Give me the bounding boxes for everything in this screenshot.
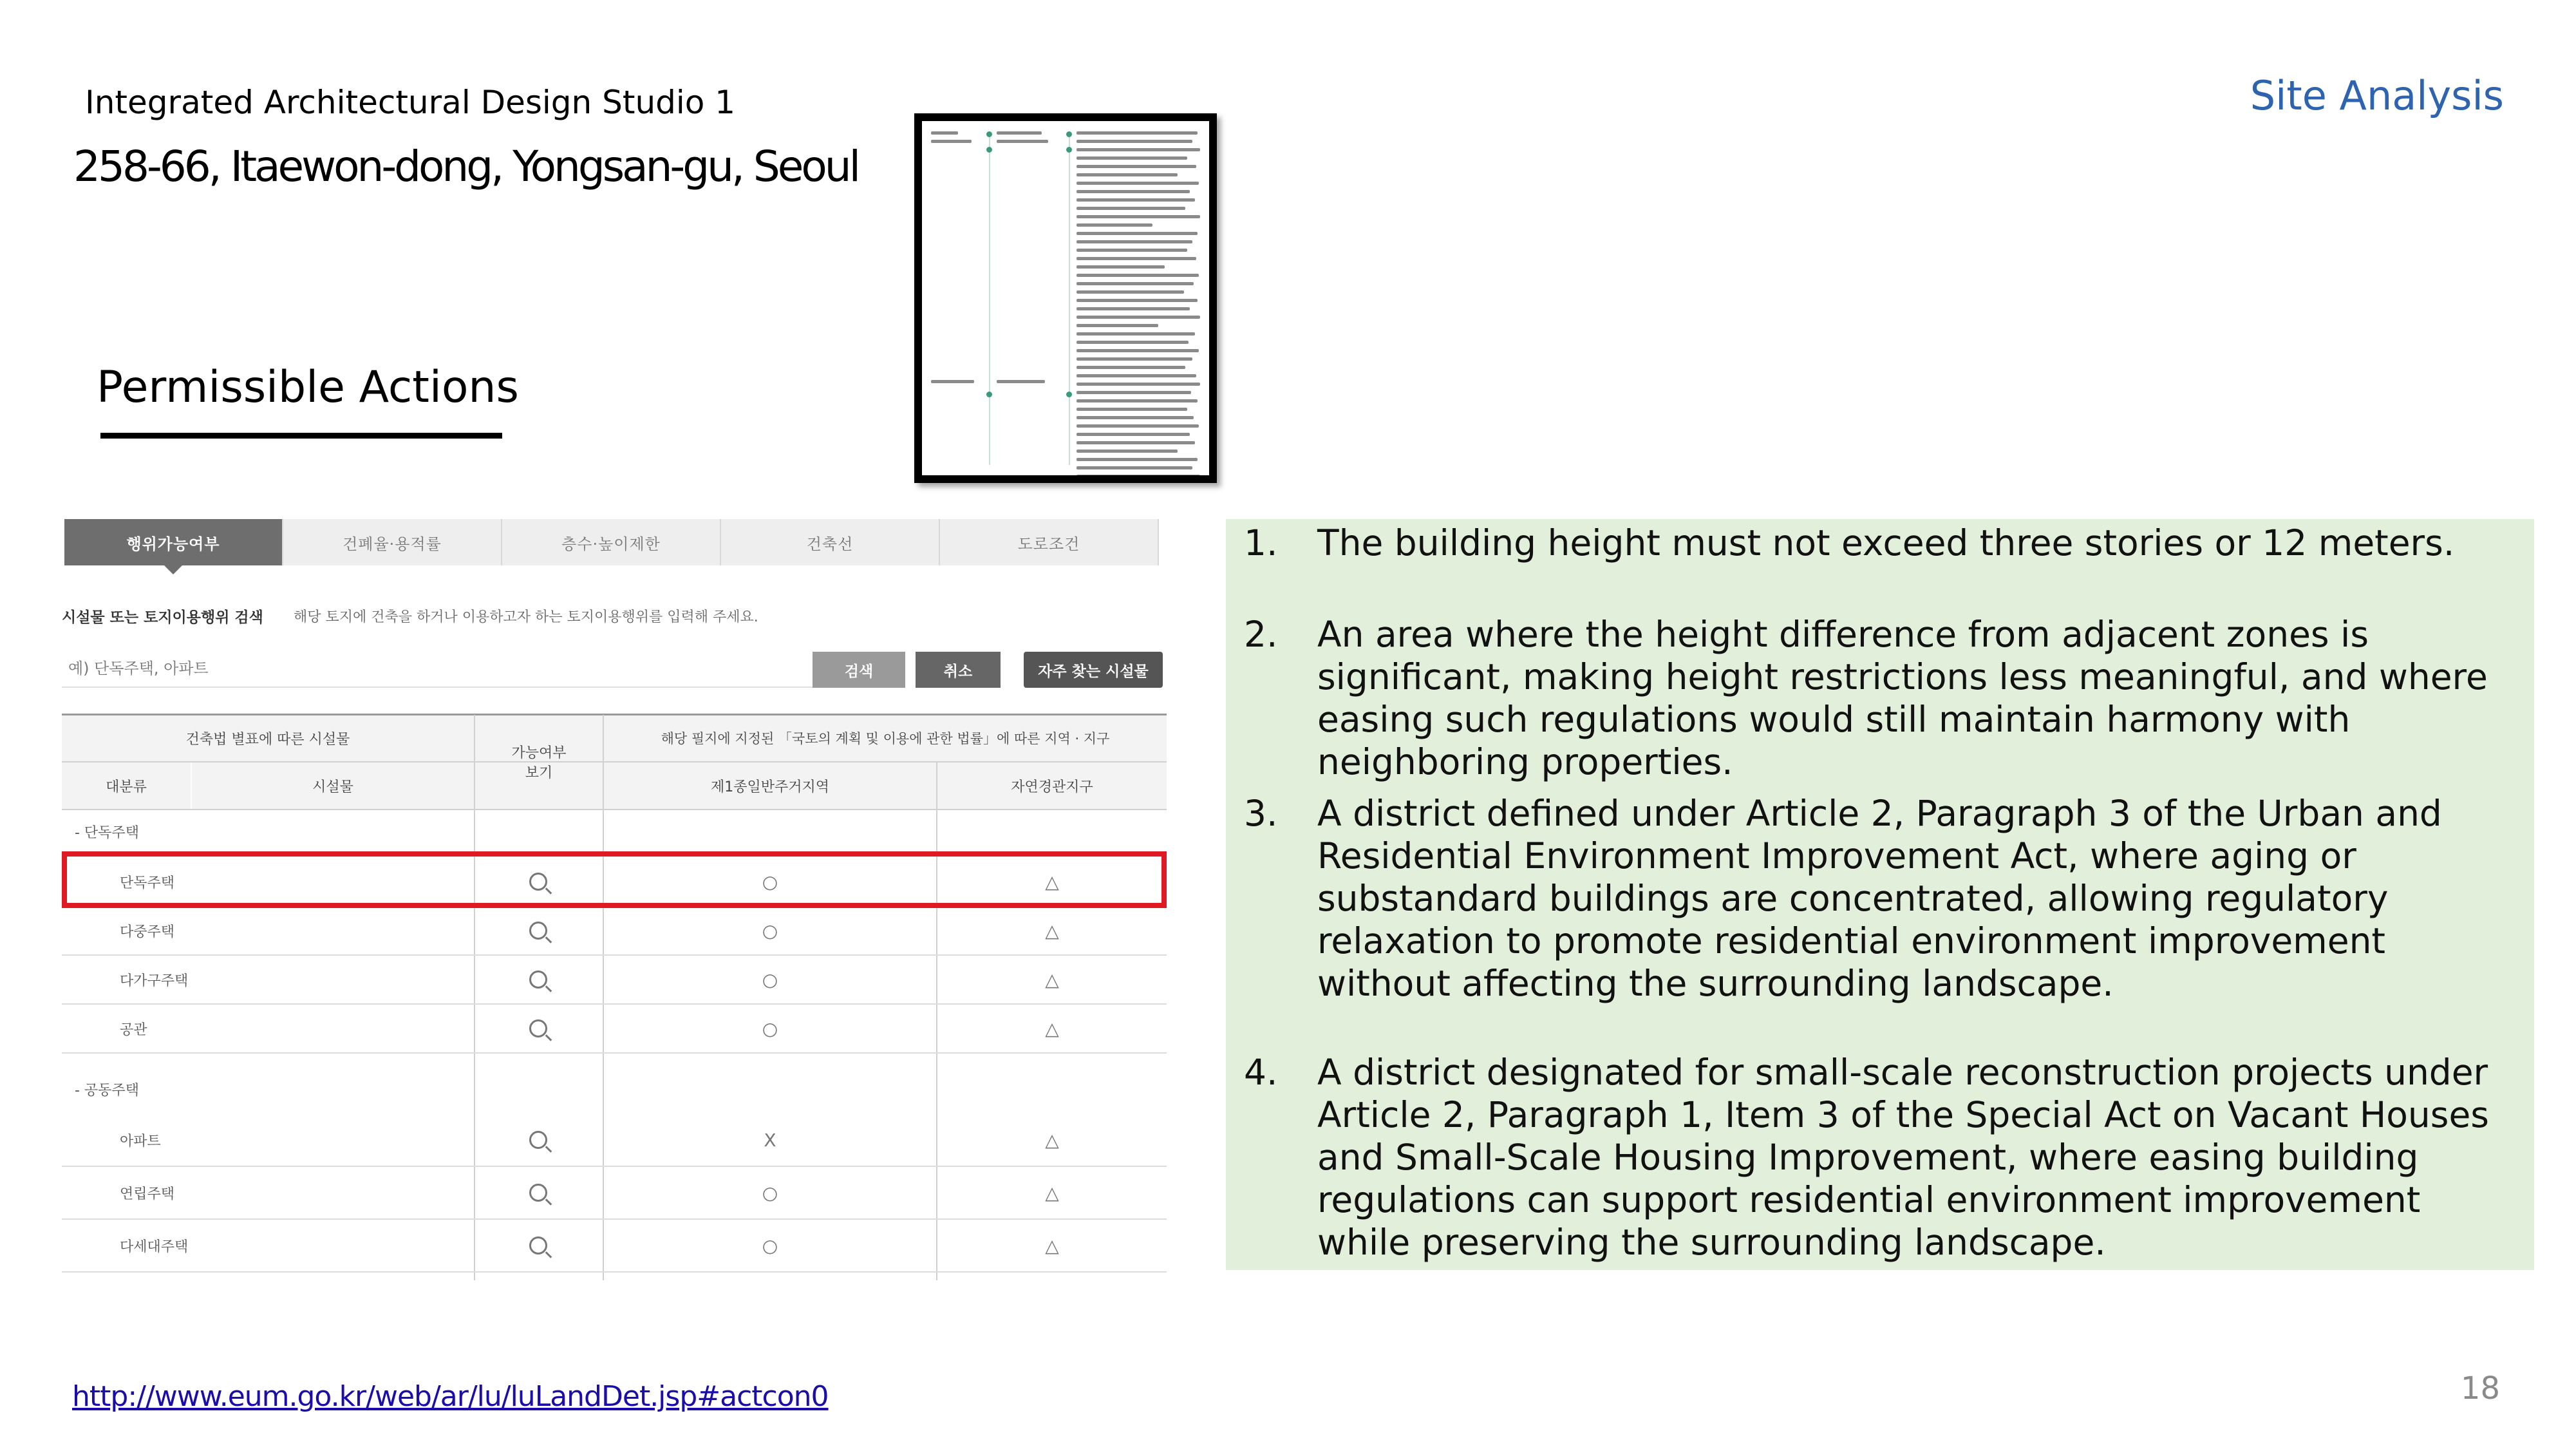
facility-name: 단독주택: [120, 875, 175, 891]
frequent-facilities-button[interactable]: 자주 찾는 시설물: [1024, 652, 1163, 688]
zone1-value: ○: [762, 1018, 778, 1039]
course-title: Integrated Architectural Design Studio 1: [85, 84, 736, 121]
tab-road-conditions[interactable]: 도로조건: [940, 519, 1159, 565]
zone2-value: △: [1045, 871, 1059, 893]
note-number: 3.: [1244, 793, 1278, 834]
regulation-notes-panel: [1226, 519, 2534, 1270]
note-text: An area where the height difference from adjacent zones is significant, making height restrictions less meaningful, and where easing such regulations would still maintain harmony with neighboring properties.: [1317, 614, 2488, 782]
search-description: 해당 토지에 건축을 하거나 이용하고자 하는 토지이용행위를 입력해 주세요.: [294, 609, 758, 625]
slide-heading: Permissible Actions: [97, 362, 519, 413]
thumb-col-left: [931, 131, 976, 465]
thumb-marker: [1066, 392, 1072, 397]
zone2-value: △: [1045, 1018, 1059, 1039]
thumb-col-text: [1076, 131, 1203, 465]
thumb-marker: [986, 147, 992, 153]
page-number: 18: [2460, 1370, 2500, 1406]
zone1-value: ○: [762, 969, 778, 990]
tab-permissible-actions[interactable]: 행위가능여부: [64, 519, 283, 565]
thumb-divider: [989, 131, 990, 465]
zone1-value: ○: [762, 871, 778, 893]
header-category: 대분류: [62, 762, 191, 809]
search-icon[interactable]: [529, 1236, 547, 1255]
zone2-value: △: [1045, 1182, 1059, 1204]
facility-name: 공관: [120, 1021, 147, 1038]
group-label-detached: - 단독주택: [75, 825, 139, 841]
thumb-divider: [1069, 131, 1070, 465]
section-title: Site Analysis: [2250, 72, 2504, 119]
source-link[interactable]: http://www.eum.go.kr/web/ar/lu/luLandDet.jsp#actcon0: [72, 1380, 829, 1413]
thumb-marker: [986, 392, 992, 397]
note-text: A district defined under Article 2, Paragraph 3 of the Urban and Residential Environment Improvement Act, where aging or substandard buildings are concentrated, allowing regulatory relaxation to promote residential environment improvement without affecting the surrounding landscape.: [1317, 793, 2442, 1004]
facility-name: 아파트: [120, 1133, 161, 1150]
group-label-multi-family: - 공동주택: [75, 1083, 139, 1099]
note-number: 2.: [1244, 614, 1278, 655]
facility-name: 다세대주택: [120, 1238, 189, 1255]
header-view: 가능여부 보기: [475, 715, 603, 809]
highlight-detached-house-row: [62, 851, 1167, 908]
view-cell[interactable]: [474, 1220, 603, 1271]
facility-search-input[interactable]: [62, 650, 813, 688]
cancel-button[interactable]: 취소: [916, 652, 1001, 688]
facility-name: 다가구주택: [120, 972, 189, 989]
header-facility: 시설물: [192, 762, 474, 809]
regulation-document-thumbnail: [914, 113, 1217, 483]
zone2-value: △: [1045, 920, 1059, 942]
heading-underline: [100, 433, 502, 439]
search-icon[interactable]: [529, 1131, 547, 1149]
search-icon[interactable]: [529, 1184, 547, 1202]
header-facility-group: 건축법 별표에 따른 시설물: [62, 715, 474, 761]
note-text: A district designated for small-scale reconstruction projects under Article 2, Paragraph 1, Item 3 of the Special Act on Vacant Houses and Small-Scale Housing Improvement, where easing building regulations can support residential environment improvement while preserving the surrounding landscape.: [1317, 1052, 2489, 1263]
zone2-value: △: [1045, 1129, 1059, 1151]
zone1-value: X: [764, 1129, 776, 1151]
header-zone-landscape: 자연경관지구: [937, 762, 1167, 809]
thumb-col-mid: [997, 131, 1061, 465]
facility-name: 다중주택: [120, 923, 175, 940]
thumb-marker: [1066, 131, 1072, 137]
note-number: 1.: [1244, 522, 1278, 564]
table-row[interactable]: [62, 1220, 1167, 1273]
tab-coverage-far[interactable]: 건폐율·용적률: [283, 519, 502, 565]
header-zone-residential: 제1종일반주거지역: [604, 762, 936, 809]
zone1-value: ○: [762, 1235, 778, 1256]
search-title: 시설물 또는 토지이용행위 검색: [62, 609, 263, 626]
table-rows-multi-family: [62, 715, 1167, 1294]
view-cell[interactable]: [474, 1167, 603, 1218]
zone2-value: △: [1045, 969, 1059, 990]
note-text: The building height must not exceed three stories or 12 meters.: [1317, 522, 2455, 564]
table-row[interactable]: [62, 1114, 1167, 1167]
header-zone-group: 해당 필지에 지정된 「국토의 계획 및 이용에 관한 법률」에 따른 지역 · 지구: [604, 715, 1167, 761]
zone1-value: ○: [762, 920, 778, 942]
site-address: 258-66, Itaewon-dong, Yongsan-gu, Seoul: [73, 142, 858, 191]
site-tab-bar: [64, 519, 1159, 565]
zone1-value: ○: [762, 1182, 778, 1204]
view-cell[interactable]: [474, 1114, 603, 1166]
zone2-value: △: [1045, 1235, 1059, 1256]
facility-name: 연립주택: [120, 1186, 175, 1202]
tab-building-line[interactable]: 건축선: [721, 519, 940, 565]
note-number: 4.: [1244, 1052, 1278, 1093]
search-button[interactable]: 검색: [813, 652, 905, 688]
tab-height-limit[interactable]: 층수·높이제한: [502, 519, 721, 565]
thumb-marker: [986, 131, 992, 137]
thumb-marker: [1066, 147, 1072, 153]
table-row[interactable]: [62, 1167, 1167, 1220]
